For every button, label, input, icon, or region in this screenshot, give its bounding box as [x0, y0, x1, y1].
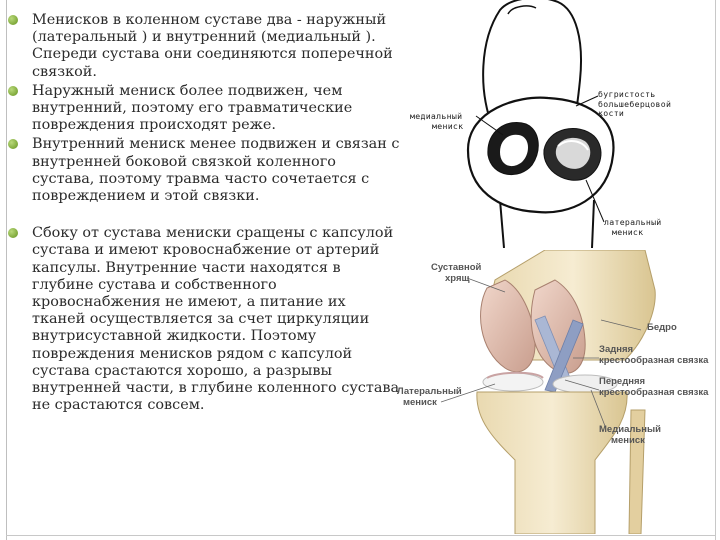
bullet-item	[8, 12, 400, 81]
bullet-dot-icon	[8, 86, 18, 96]
bullet-item	[8, 225, 400, 414]
meniscus-top-view-figure	[408, 0, 718, 248]
label-tuberosity: бугристость большеберцовой кости	[598, 89, 672, 118]
label-anterior-cruciate: Передняя крестообразная связка	[599, 376, 709, 398]
slide-frame-left	[6, 0, 7, 540]
bullet-item	[8, 83, 400, 135]
knee-anatomy-figure	[395, 250, 713, 534]
bullet-text: Наружный мениск более подвижен, чем внутренний, поэтому его травматические повреждения происходят реже.	[32, 82, 353, 134]
bullet-text: Сбоку от сустава мениски сращены с капсулой сустава и имеют кровоснабжение от артерий капсулы. Внутренние части находятся в глубине сустава и собственного кровоснабжения не имеют, а питание их тканей осуществляется за счет циркуляции внутрисуставной жидкости. Поэтому повреждения менисков рядом с капсулой сустава срастаются хорошо, а разрывы внутренней части, в глубине коленного сустава не срастаются совсем.	[32, 225, 400, 414]
bullet-dot-icon	[8, 228, 18, 238]
bullet-text: Менисков в коленном суставе два - наружный (латеральный ) и внутренний (медиальный ). Спереди сустава они соединяются поперечной связкой.	[32, 12, 393, 80]
label-articular-cartilage: Суставной хрящ	[431, 262, 482, 284]
bullet-text: Внутренний мениск менее подвижен и связан с внутренней боковой связкой коленного сустава, поэтому травма часто сочетается с повреждением и этой связки.	[32, 136, 400, 205]
label-lateral-meniscus: Латеральный мениск	[397, 386, 462, 408]
slide-frame-bottom	[6, 535, 716, 536]
label-posterior-cruciate: Задняя крестообразная связка	[599, 344, 709, 366]
bullet-dot-icon	[8, 139, 18, 149]
bullet-item	[8, 136, 400, 205]
bullet-list	[8, 12, 400, 414]
label-medial-meniscus: Медиальный мениск	[599, 424, 661, 446]
label-medial-meniscus: медиальный мениск	[410, 111, 464, 131]
bullet-dot-icon	[8, 15, 18, 25]
label-femur: Бедро	[647, 322, 677, 333]
label-lateral-meniscus: латеральный мениск	[604, 217, 662, 237]
